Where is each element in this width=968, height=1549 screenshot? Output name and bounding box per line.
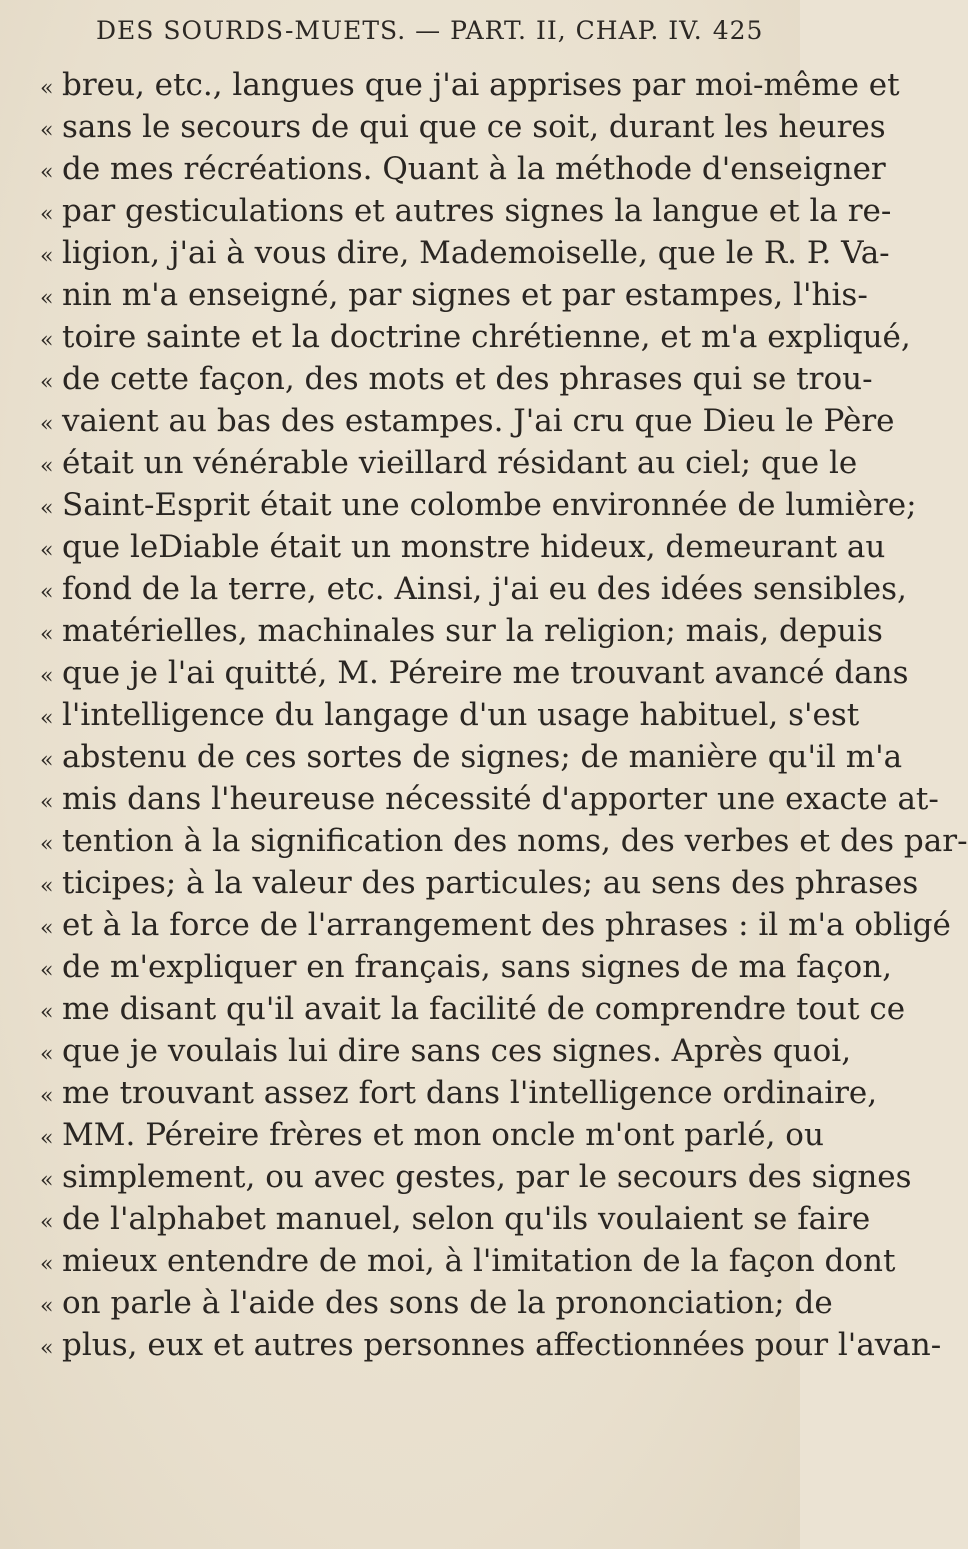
line-text: plus, eux et autres personnes affectionnées pour l'avan- [62, 1327, 942, 1363]
quote-mark: « [40, 1294, 54, 1319]
text-line [40, 358, 873, 400]
text-line [40, 1114, 824, 1156]
text-line [40, 1282, 833, 1324]
quote-mark: « [40, 958, 54, 983]
running-title: DES SOURDS-MUETS. — PART. II, CHAP. IV. [96, 16, 703, 45]
line-text: on parle à l'aide des sons de la prononciation; de [62, 1285, 833, 1321]
line-text: sans le secours de qui que ce soit, durant les heures [62, 109, 886, 145]
quote-mark: « [40, 244, 54, 269]
quote-mark: « [40, 286, 54, 311]
text-line [40, 1156, 912, 1198]
text-line [40, 904, 951, 946]
quote-mark: « [40, 1000, 54, 1025]
quote-mark: « [40, 622, 54, 647]
line-text: matérielles, machinales sur la religion; mais, depuis [62, 613, 883, 649]
line-text: l'intelligence du langage d'un usage habituel, s'est [62, 697, 860, 733]
line-text: ticipes; à la valeur des particules; au sens des phrases [62, 865, 919, 901]
quote-mark: « [40, 1336, 54, 1361]
text-line [40, 1240, 896, 1282]
quote-mark: « [40, 916, 54, 941]
quote-mark: « [40, 1042, 54, 1067]
line-text: était un vénérable vieillard résidant au ciel; que le [62, 445, 858, 481]
text-line [40, 1072, 878, 1114]
quote-mark: « [40, 160, 54, 185]
page-number: 425 [712, 16, 764, 45]
line-text: abstenu de ces sortes de signes; de manière qu'il m'a [62, 739, 903, 775]
text-line [40, 568, 907, 610]
text-line [40, 610, 883, 652]
text-line [40, 442, 858, 484]
quote-mark: « [40, 1252, 54, 1277]
line-text: mis dans l'heureuse nécessité d'apporter une exacte at- [62, 781, 939, 817]
quote-mark: « [40, 370, 54, 395]
text-line [40, 400, 895, 442]
quote-mark: « [40, 412, 54, 437]
line-text: MM. Péreire frères et mon oncle m'ont parlé, ou [62, 1117, 824, 1153]
line-text: de mes récréations. Quant à la méthode d'enseigner [62, 151, 886, 187]
line-text: fond de la terre, etc. Ainsi, j'ai eu des idées sensibles, [62, 571, 907, 607]
text-line [40, 106, 886, 148]
running-head [96, 16, 764, 45]
text-line [40, 736, 903, 778]
body-text [40, 64, 968, 1366]
text-line [40, 484, 917, 526]
quote-mark: « [40, 538, 54, 563]
line-text: tention à la signification des noms, des verbes et des par- [62, 823, 968, 859]
text-line [40, 652, 909, 694]
text-line [40, 778, 939, 820]
text-line [40, 1198, 871, 1240]
quote-mark: « [40, 496, 54, 521]
quote-mark: « [40, 832, 54, 857]
quote-mark: « [40, 1084, 54, 1109]
line-text: Saint-Esprit était une colombe environnée de lumière; [62, 487, 917, 523]
line-text: que je l'ai quitté, M. Péreire me trouvant avancé dans [62, 655, 909, 691]
text-line [40, 1030, 852, 1072]
line-text: que leDiable était un monstre hideux, demeurant au [62, 529, 886, 565]
quote-mark: « [40, 1168, 54, 1193]
line-text: breu, etc., langues que j'ai apprises par moi-même et [62, 67, 900, 103]
quote-mark: « [40, 664, 54, 689]
line-text: ligion, j'ai à vous dire, Mademoiselle, que le R. P. Va- [62, 235, 890, 271]
text-line [40, 190, 892, 232]
line-text: toire sainte et la doctrine chrétienne, et m'a expliqué, [62, 319, 911, 355]
text-line [40, 316, 911, 358]
line-text: simplement, ou avec gestes, par le secours des signes [62, 1159, 912, 1195]
text-line [40, 946, 893, 988]
quote-mark: « [40, 790, 54, 815]
line-text: nin m'a enseigné, par signes et par estampes, l'his- [62, 277, 868, 313]
quote-mark: « [40, 454, 54, 479]
line-text: que je voulais lui dire sans ces signes. Après quoi, [62, 1033, 852, 1069]
quote-mark: « [40, 1210, 54, 1235]
quote-mark: « [40, 76, 54, 101]
line-text: de l'alphabet manuel, selon qu'ils voulaient se faire [62, 1201, 871, 1237]
line-text: de m'expliquer en français, sans signes de ma façon, [62, 949, 893, 985]
line-text: par gesticulations et autres signes la langue et la re- [62, 193, 892, 229]
quote-mark: « [40, 748, 54, 773]
text-line [40, 64, 900, 106]
line-text: me disant qu'il avait la facilité de comprendre tout ce [62, 991, 906, 1027]
text-line [40, 526, 886, 568]
line-text: me trouvant assez fort dans l'intelligence ordinaire, [62, 1075, 878, 1111]
quote-mark: « [40, 580, 54, 605]
quote-mark: « [40, 202, 54, 227]
text-line [40, 694, 860, 736]
quote-mark: « [40, 1126, 54, 1151]
text-line [40, 232, 890, 274]
quote-mark: « [40, 328, 54, 353]
text-line [40, 148, 886, 190]
quote-mark: « [40, 706, 54, 731]
line-text: et à la force de l'arrangement des phrases : il m'a obligé [62, 907, 951, 943]
text-line [40, 862, 919, 904]
text-line [40, 1324, 942, 1366]
line-text: de cette façon, des mots et des phrases qui se trou- [62, 361, 873, 397]
line-text: vaient au bas des estampes. J'ai cru que Dieu le Père [62, 403, 895, 439]
quote-mark: « [40, 118, 54, 143]
text-line [40, 274, 868, 316]
text-line [40, 820, 968, 862]
line-text: mieux entendre de moi, à l'imitation de la façon dont [62, 1243, 896, 1279]
text-line [40, 988, 906, 1030]
quote-mark: « [40, 874, 54, 899]
